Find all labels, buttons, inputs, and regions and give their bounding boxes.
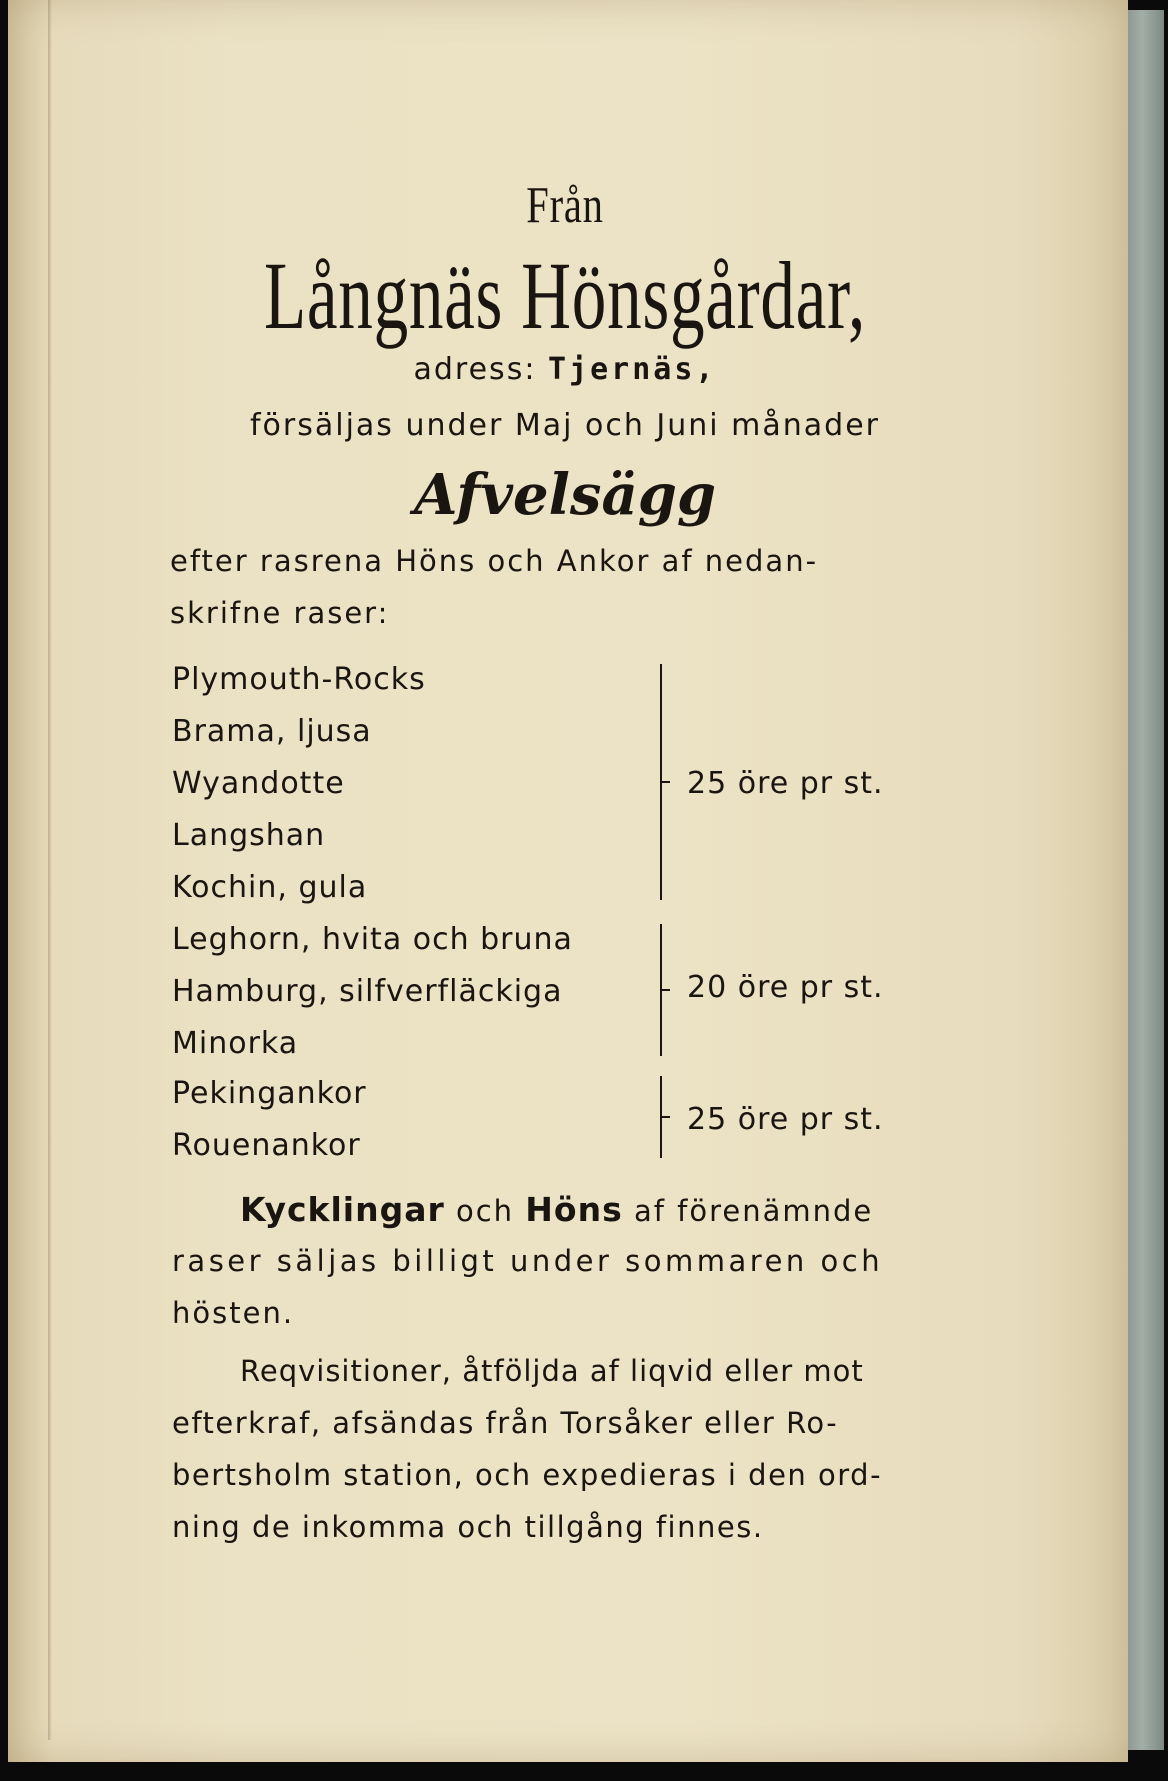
breed-item: Minorka [172,1026,299,1061]
chickens-rest: af förenämnde [633,1194,874,1228]
breed-item: Langshan [172,818,326,853]
page-fold [48,0,52,1740]
breed-item: Rouenankor [172,1128,361,1163]
breed-item: Hamburg, silfverfläckiga [172,974,563,1009]
price-group-2: 20 öre pr st. [687,970,884,1005]
intro-line-2: skrifne raser: [170,596,390,630]
eggs-title: Afvelsägg [413,462,717,528]
chickens-word-kycklingar: Kycklingar [240,1190,445,1229]
orders-line-3: bertsholm station, och expedieras i den ord- [172,1458,883,1492]
breed-item: Plymouth-Rocks [172,662,426,697]
address-line [0,352,1130,387]
breed-item: Leghorn, hvita och bruna [172,922,573,957]
sell-line: försäljas under Maj och Juni månader [249,408,880,443]
orders-line-2: efterkraf, afsändas från Torsåker eller Ro- [172,1406,839,1440]
breed-item: Pekingankor [172,1076,367,1111]
heading-from: Från [526,177,604,234]
intro-line-1: efter rasrena Höns och Ankor af nedan- [170,544,819,578]
price-group-1: 25 öre pr st. [687,766,884,801]
breed-item: Brama, ljusa [172,714,372,749]
chickens-word-hons: Höns [525,1190,623,1229]
breed-item: Wyandotte [172,766,345,801]
brace-tip-group-1 [662,781,670,783]
chickens-line-1 [240,1190,873,1229]
chickens-line-2: raser säljas billigt under sommaren och [172,1244,884,1278]
brace-tip-group-3 [662,1116,670,1118]
chickens-line-3: hösten. [172,1296,295,1330]
farm-name-title: Långnäs Hönsgårdar, [263,242,867,349]
breed-item: Kochin, gula [172,870,368,905]
address-value: Tjernäs, [547,352,717,387]
chickens-word-och: och [455,1194,515,1228]
brace-tip-group-2 [662,989,670,991]
next-page-edge [1128,10,1164,1750]
address-label: adress: [413,352,537,387]
orders-line-4: ning de inkomma och tillgång finnes. [172,1510,764,1544]
price-group-3: 25 öre pr st. [687,1102,884,1137]
orders-line-1: Reqvisitioner, åtföljda af liqvid eller mot [240,1354,864,1388]
